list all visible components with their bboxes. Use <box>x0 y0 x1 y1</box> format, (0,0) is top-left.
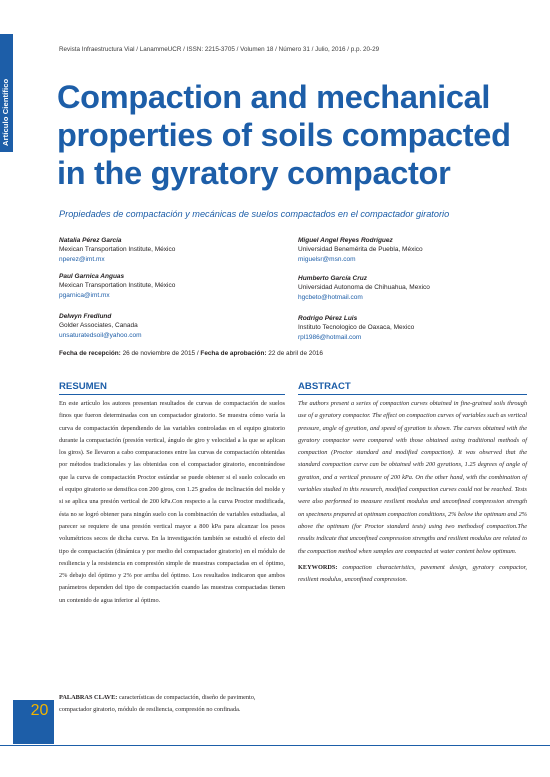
author-name: Humberto García Cruz <box>298 275 367 282</box>
author-email[interactable]: hgcbeto@hotmail.com <box>298 293 363 301</box>
author-block <box>59 312 141 340</box>
abstract-rule <box>298 394 527 395</box>
author-name: Rodrigo Pérez Luis <box>298 315 358 322</box>
resumen-heading: RESUMEN <box>59 381 107 392</box>
section-tab <box>0 34 13 152</box>
resumen-keywords <box>59 692 285 717</box>
author-name: Paul Garnica Anguas <box>59 273 125 280</box>
author-block <box>59 272 175 300</box>
author-institution: Universidad Benemérita de Puebla, México <box>298 246 423 254</box>
author-block <box>298 236 423 264</box>
approved-date: 22 de abril de 2016 <box>268 350 323 357</box>
author-block <box>298 314 414 342</box>
author-institution: Mexican Transportation Institute, México <box>59 282 176 290</box>
resumen-text: En este artículo los autores presentan resultados de curvas de compactación de suelos finos que fueron determinadas con un compactador giratorio. Se muestra cómo varía la curva de compactación dependiendo de las variables controladas en el equipo giratorio durante la compactación (presión vertical, ángulo de giro y velocidad a la que se aplican los giros). Se llevaron a cabo comparaciones entre las curvas de compactación obtenidas por métodos tradicionales y las obtenidas con el compactador giratorio, encontrándose que la curva de compactación Proctor estándar se puede obtener si el suelo colocado en el equipo giratorio se densifica con 200 giros, con 1.25 grados de inclinación del molde y si se aplica una presión vertical de 200 kPa.Con respecto a la curva Proctor modificada, ésta no se logró obtener para ningún suelo con la combinación de variables estudiadas, al parecer se requiere de una presión vertical mayor a 800 kPa para alcanzar los pesos volumétricos secos de dicha curva. En la investigación también se estudió el efecto del tipo de compactación (dinámica y por medio del compactador giratorio) en el módulo de resiliencia y la resistencia en compresión simple de muestras compactadas en el óptimo, 2% debajo del óptimo y 2% por arriba del óptimo. Los resultados indicaron que ambos parámetros dependen del tipo de compactación cuando las muestras compactadas tienen un contenido de agua inferior al óptimo. <box>59 400 285 604</box>
keywords-list: compaction characteristics, pavement design, gyratory compactor, resilient modulus, unconfined compression. <box>298 564 527 584</box>
resumen-rule <box>59 394 285 395</box>
approved-label: Fecha de aprobación: <box>200 350 267 357</box>
page-number: 20 <box>30 702 49 719</box>
author-institution: Golder Associates, Canada <box>59 322 138 330</box>
date-separator: / <box>196 350 199 357</box>
article-subtitle: Propiedades de compactación y mecánicas de suelos compactados en el compactador giratorio <box>59 209 450 219</box>
author-name: Miguel Angel Reyes Rodríguez <box>298 237 393 244</box>
journal-citation: Revista Infraestructura Vial / LanammeUCR / ISSN: 2215-3705 / Volumen 18 / Número 31 / Julio, 2016 / p.p. 20-29 <box>59 46 380 53</box>
received-date: 26 de noviembre de 2015 <box>122 350 196 357</box>
received-label: Fecha de recepción: <box>59 350 121 357</box>
author-block <box>298 274 430 302</box>
abstract-heading: ABSTRACT <box>298 381 351 392</box>
section-label: Artículo Científico <box>1 78 10 146</box>
abstract-keywords <box>298 562 527 587</box>
keywords-label: KEYWORDS: <box>298 564 338 571</box>
author-block <box>59 236 175 264</box>
abstract-text: The authors present a series of compaction curves obtained in fine-grained soils through use of a gyratory compactor. The effect on compaction curves of variables such as vertical pressure, angle of gyration, and speed of gyration is shown. The curves obtained with the gyratory compactor were compared with those obtained using traditional methods of compaction (Proctor standard and modified compaction). It was observed that the standard compaction curve can be obtained with 200 gyrations, 1.25 degrees of angle of gyration, and a vertical pressure of 200 kPa. On the other hand, with the combination of variables studied in this research, modified compaction curves could not be reached. Tests were also performed to measure resilient modulus and unconfined compression strength on specimens prepared at optimum compaction conditions, 2% below the optimum and 2% above the optimum (for Proctor standard tests) using two methodsof compaction.The results indicate that unconfined compression strengths and resilient modulus are related to the compaction method when samples are compacted at water content below optimum. <box>298 400 527 555</box>
author-email[interactable]: unsaturatedsoil@yahoo.com <box>59 331 142 339</box>
keywords-label: PALABRAS CLAVE: <box>59 694 118 701</box>
author-institution: Mexican Transportation Institute, México <box>59 246 176 254</box>
author-name: Natalia Pérez García <box>59 237 122 244</box>
author-email[interactable]: rpl1986@hotmail.com <box>298 333 362 341</box>
article-title: Compaction and mechanical properties of soils compacted in the gyratory compactor <box>57 79 511 191</box>
author-email[interactable]: pgarnica@imt.mx <box>59 291 110 299</box>
footer-rule <box>0 745 550 746</box>
author-email[interactable]: miguelsr@msn.com <box>298 255 356 263</box>
author-institution: Instituto Tecnologico de Oaxaca, Mexico <box>298 324 415 332</box>
keywords-list: características de compactación, diseño de pavimento, compactador giratorio, módulo de resiliencia, compresión no confinada. <box>59 694 256 714</box>
author-name: Delwyn Fredlund <box>59 313 112 320</box>
author-email[interactable]: nperez@imt.mx <box>59 255 105 263</box>
publication-dates <box>59 350 323 357</box>
author-institution: Universidad Autonoma de Chihuahua, Mexico <box>298 284 430 292</box>
